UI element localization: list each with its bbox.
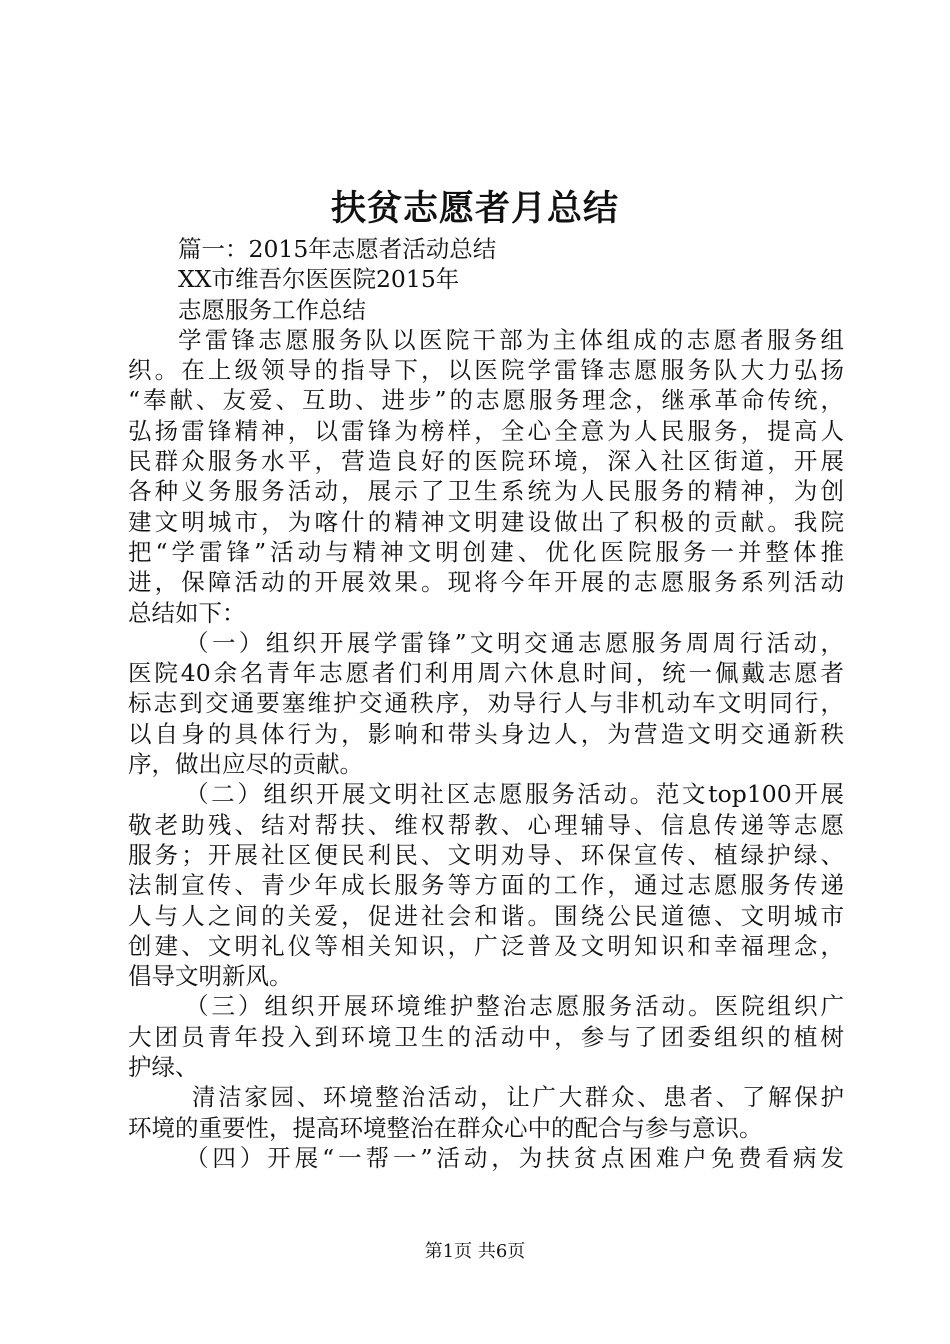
paragraph-line: 医院40余名青年志愿者们利用周六休息时间，统一佩戴志愿者 <box>128 659 844 688</box>
paragraph-line: 民群众服务水平，营造良好的医院环境，深入社区街道，开展 <box>128 447 844 476</box>
document-body <box>128 234 844 1173</box>
paragraph-line: 以自身的具体行为，影响和带头身边人，为营造文明交通新秩 <box>128 719 844 748</box>
paragraph-line: “奉献、友爱、互助、进步”的志愿服务理念，继承革命传统， <box>128 386 844 415</box>
paragraph-line: 建文明城市，为喀什的精神文明建设做出了积极的贡献。我院 <box>128 507 844 536</box>
document-title: 扶贫志愿者月总结 <box>330 188 619 229</box>
paragraph-line: 标志到交通要塞维护交通秩序，劝导行人与非机动车文明同行， <box>128 689 844 718</box>
paragraph-line: 法制宣传、青少年成长服务等方面的工作，通过志愿服务传递 <box>128 871 844 900</box>
paragraph-line: 把“学雷锋”活动与精神文明创建、优化医院服务一并整体推 <box>128 537 844 566</box>
section-heading: 篇一：2015年志愿者活动总结 <box>178 235 497 263</box>
paragraph-line: 倡导文明新风。 <box>128 962 293 991</box>
organization-line: XX市维吾尔医医院2015年 <box>178 265 460 294</box>
paragraph-line: 大团员青年投入到环境卫生的活动中，参与了团委组织的植树 <box>128 1022 844 1051</box>
paragraph-line: 序，做出应尽的贡献。 <box>128 750 363 779</box>
paragraph-line: 总结如下： <box>128 598 246 627</box>
paragraph-line: （三）组织开展环境维护整治志愿服务活动。医院组织广 <box>185 992 844 1021</box>
paragraph-line: 清洁家园、环境整治活动，让广大群众、患者、了解保护 <box>192 1083 844 1112</box>
paragraph-line: 进，保障活动的开展效果。现将今年开展的志愿服务系列活动 <box>128 568 844 597</box>
paragraph-line: 环境的重要性，提高环境整治在群众心中的配合与参与意识。 <box>128 1113 763 1142</box>
paragraph-line: 敬老助残、结对帮扶、维权帮教、心理辅导、信息传递等志愿 <box>128 810 844 839</box>
page-footer: 第1页 共6页 <box>424 1241 526 1262</box>
paragraph-line: 弘扬雷锋精神，以雷锋为榜样，全心全意为人民服务，提高人 <box>128 416 844 445</box>
paragraph-line: （四）开展“一帮一”活动，为扶贫点困难户免费看病发 <box>185 1143 844 1172</box>
paragraph-line: 服务；开展社区便民利民、文明劝导、环保宣传、植绿护绿、 <box>128 840 844 869</box>
paragraph-line: 各种义务服务活动，展示了卫生系统为人民服务的精神，为创 <box>128 477 844 506</box>
paragraph-line: 学雷锋志愿服务队以医院干部为主体组成的志愿者服务组 <box>178 325 844 354</box>
paragraph-line: 人与人之间的关爱，促进社会和谐。围绕公民道德、文明城市 <box>128 901 844 930</box>
paragraph-line: 护绿、 <box>128 1053 199 1082</box>
paragraph-line: 织。在上级领导的指导下，以医院学雷锋志愿服务队大力弘扬 <box>128 356 844 385</box>
paragraph-line: （一）组织开展学雷锋”文明交通志愿服务周周行活动， <box>185 628 844 657</box>
paragraph-line: （二）组织开展文明社区志愿服务活动。范文top100开展 <box>185 780 844 809</box>
subtitle-line: 志愿服务工作总结 <box>178 295 366 324</box>
paragraph-line: 创建、文明礼仪等相关知识，广泛普及文明知识和幸福理念， <box>128 931 844 960</box>
